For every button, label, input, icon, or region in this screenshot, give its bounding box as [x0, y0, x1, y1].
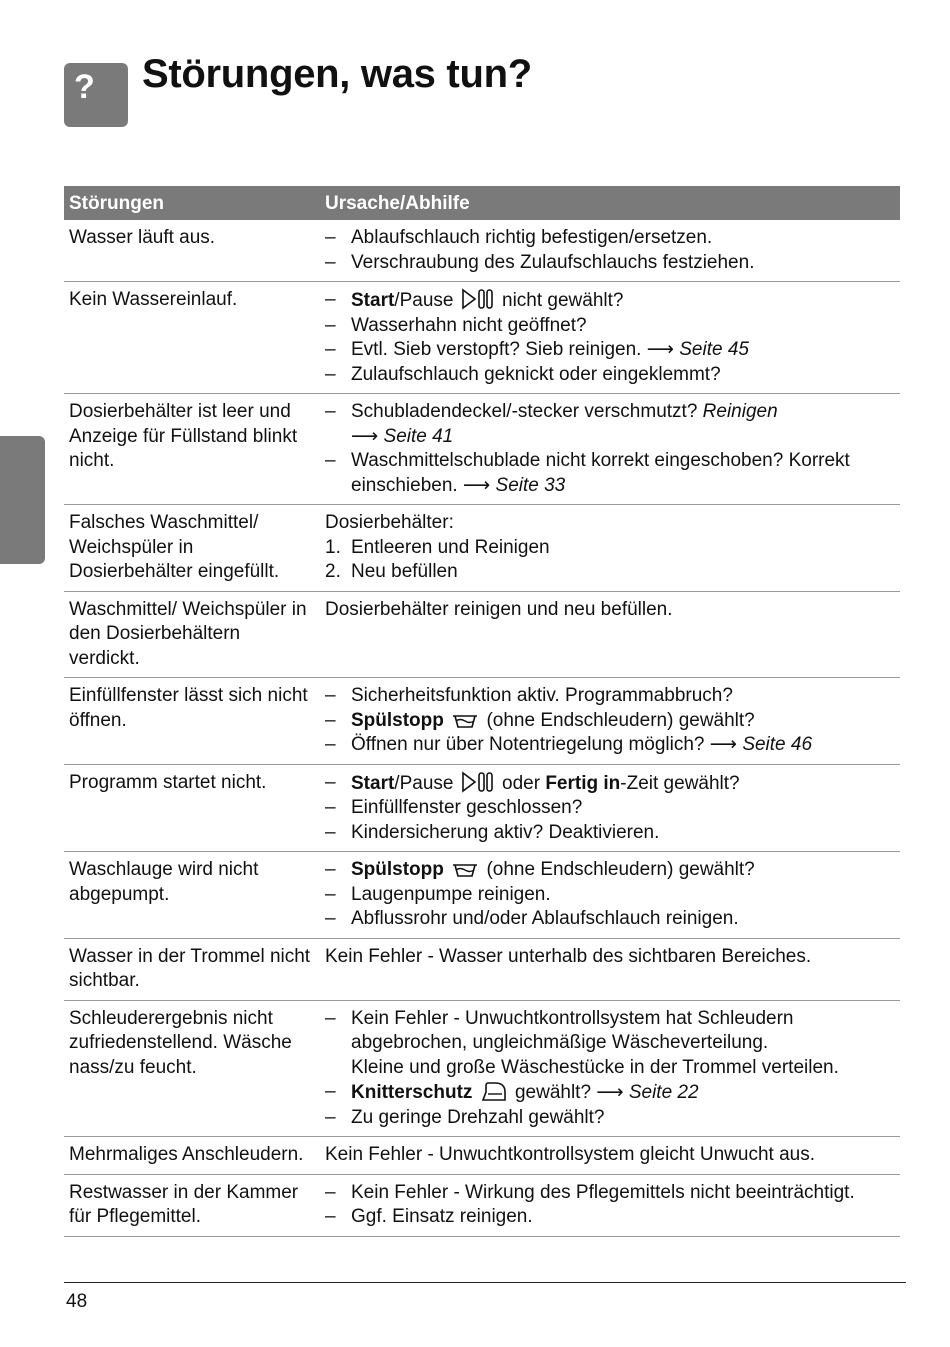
page-reference: Seite 41	[383, 425, 454, 447]
problem-cell: Wasser in der Trommel nicht sichtbar.	[64, 938, 317, 1000]
page-number: 48	[66, 1291, 88, 1312]
list-item: – Schubladendeckel/-stecker verschmutzt? Reinigen ⟶ Seite 41	[325, 401, 778, 447]
problem-cell: Schleuderergebnis nicht zufriedenstellend. Wäsche nass/zu feucht.	[64, 1000, 317, 1137]
remedy-cell: Kein Fehler - Unwuchtkontrollsystem gleicht Unwucht aus.	[317, 1137, 900, 1175]
remedy-cell	[317, 1174, 900, 1236]
remedy-cell	[317, 505, 900, 592]
page-reference: Seite 33	[495, 474, 566, 496]
start-pause-icon	[461, 771, 495, 793]
problem-cell: Falsches Waschmittel/ Weichspüler in Dosierbehälter eingefüllt.	[64, 505, 317, 592]
remedy-cell: Kein Fehler - Wasser unterhalb des sichtbaren Bereiches.	[317, 938, 900, 1000]
remedy-cell	[317, 220, 900, 282]
help-question-icon: ?	[64, 63, 128, 127]
remedy-cell	[317, 678, 900, 765]
list-item: – Kein Fehler - Wirkung des Pflegemittels nicht beeinträchtigt.	[325, 1181, 855, 1203]
problem-cell: Restwasser in der Kammer für Pflegemittel.	[64, 1174, 317, 1236]
list-item: – Einfüllfenster geschlossen?	[325, 797, 583, 818]
problem-cell: Kein Wassereinlauf.	[64, 282, 317, 394]
remedy-cell: Dosierbehälter reinigen und neu befüllen.	[317, 591, 900, 678]
problem-cell: Dosierbehälter ist leer und Anzeige für Füllstand blinkt nicht.	[64, 394, 317, 505]
rinse-hold-icon	[451, 859, 479, 879]
remedy-cell	[317, 1000, 900, 1137]
footer-divider	[64, 1282, 906, 1283]
table-row	[64, 1174, 900, 1236]
problem-cell: Wasser läuft aus.	[64, 220, 317, 282]
list-item: – Ablaufschlauch richtig befestigen/ersetzen.	[325, 227, 713, 248]
list-item: – Abflussrohr und/oder Ablaufschlauch reinigen.	[325, 908, 739, 929]
arrow-right-icon: ⟶	[596, 1082, 624, 1103]
arrow-right-icon: ⟶	[351, 425, 379, 447]
problem-cell: Einfüllfenster lässt sich nicht öffnen.	[64, 678, 317, 765]
table-row	[64, 394, 900, 505]
col-header-remedy: Ursache/Abhilfe	[317, 186, 900, 220]
table-row	[64, 505, 900, 592]
list-item: – Start/Pause nicht gewählt?	[325, 289, 624, 311]
list-item: – Waschmittelschublade nicht korrekt eingeschoben? Korrekt einschieben. ⟶ Seite 33	[325, 450, 850, 496]
remedy-cell	[317, 764, 900, 852]
table-row	[64, 220, 900, 282]
remedy-cell	[317, 852, 900, 939]
list-item: – Laugenpumpe reinigen.	[325, 883, 551, 905]
table-row	[64, 1137, 900, 1175]
problem-cell: Waschmittel/ Weichspüler in den Dosierbehältern verdickt.	[64, 591, 317, 678]
list-item: – Öffnen nur über Notentriegelung möglich? ⟶ Seite 46	[325, 734, 813, 755]
remedy-intro: Dosierbehälter:	[325, 512, 454, 533]
arrow-right-icon: ⟶	[646, 339, 674, 360]
page-reference: Seite 46	[742, 734, 813, 755]
list-item: – Verschraubung des Zulaufschlauchs festziehen.	[325, 251, 755, 273]
arrow-right-icon: ⟶	[462, 474, 491, 496]
page-title: Störungen, was tun?	[142, 52, 532, 96]
table-row	[64, 282, 900, 394]
list-item: 2. Neu befüllen	[325, 561, 458, 582]
col-header-problem: Störungen	[64, 186, 317, 220]
list-item: – Ggf. Einsatz reinigen.	[325, 1206, 533, 1227]
remedy-cell	[317, 282, 900, 394]
list-item: – Spülstopp (ohne Endschleudern) gewählt?	[325, 709, 755, 731]
table-row	[64, 591, 900, 678]
list-item: – Spülstopp (ohne Endschleudern) gewählt?	[325, 859, 755, 880]
start-pause-icon	[461, 288, 495, 310]
page-reference: Seite 22	[628, 1082, 699, 1103]
remedy-cell	[317, 394, 900, 505]
list-item: – Sicherheitsfunktion aktiv. Programmabbruch?	[325, 685, 733, 706]
problem-cell: Programm startet nicht.	[64, 764, 317, 852]
arrow-right-icon: ⟶	[709, 734, 738, 755]
list-item: – Wasserhahn nicht geöffnet?	[325, 314, 587, 336]
anti-crease-icon	[480, 1080, 508, 1102]
table-header-row	[64, 186, 900, 220]
problem-cell: Mehrmaliges Anschleudern.	[64, 1137, 317, 1175]
list-item: – Knitterschutz gewählt? ⟶ Seite 22	[325, 1081, 699, 1103]
list-item: – Evtl. Sieb verstopft? Sieb reinigen. ⟶ Seite 45	[325, 339, 749, 360]
list-item: – Zu geringe Drehzahl gewählt?	[325, 1106, 605, 1128]
table-row	[64, 852, 900, 939]
list-item: – Zulaufschlauch geknickt oder eingeklemmt?	[325, 363, 721, 385]
table-row	[64, 1000, 900, 1137]
page-reference: Seite 45	[679, 339, 749, 360]
troubleshooting-table	[64, 186, 900, 1237]
problem-cell: Waschlauge wird nicht abgepumpt.	[64, 852, 317, 939]
chapter-side-tab	[0, 436, 45, 564]
table-row	[64, 678, 900, 765]
list-item: – Kindersicherung aktiv? Deaktivieren.	[325, 821, 660, 843]
list-item: 1. Entleeren und Reinigen	[325, 536, 550, 558]
table-row	[64, 764, 900, 852]
list-item: – Start/Pause oder Fertig in-Zeit gewählt?	[325, 771, 740, 794]
list-item: – Kein Fehler - Unwuchtkontrollsystem hat Schleudern abgebrochen, ungleichmäßige Wäscheverteilung. Kleine und große Wäschestücke in der Trommel verteilen.	[325, 1007, 839, 1078]
rinse-hold-icon	[451, 710, 479, 730]
table-row	[64, 938, 900, 1000]
